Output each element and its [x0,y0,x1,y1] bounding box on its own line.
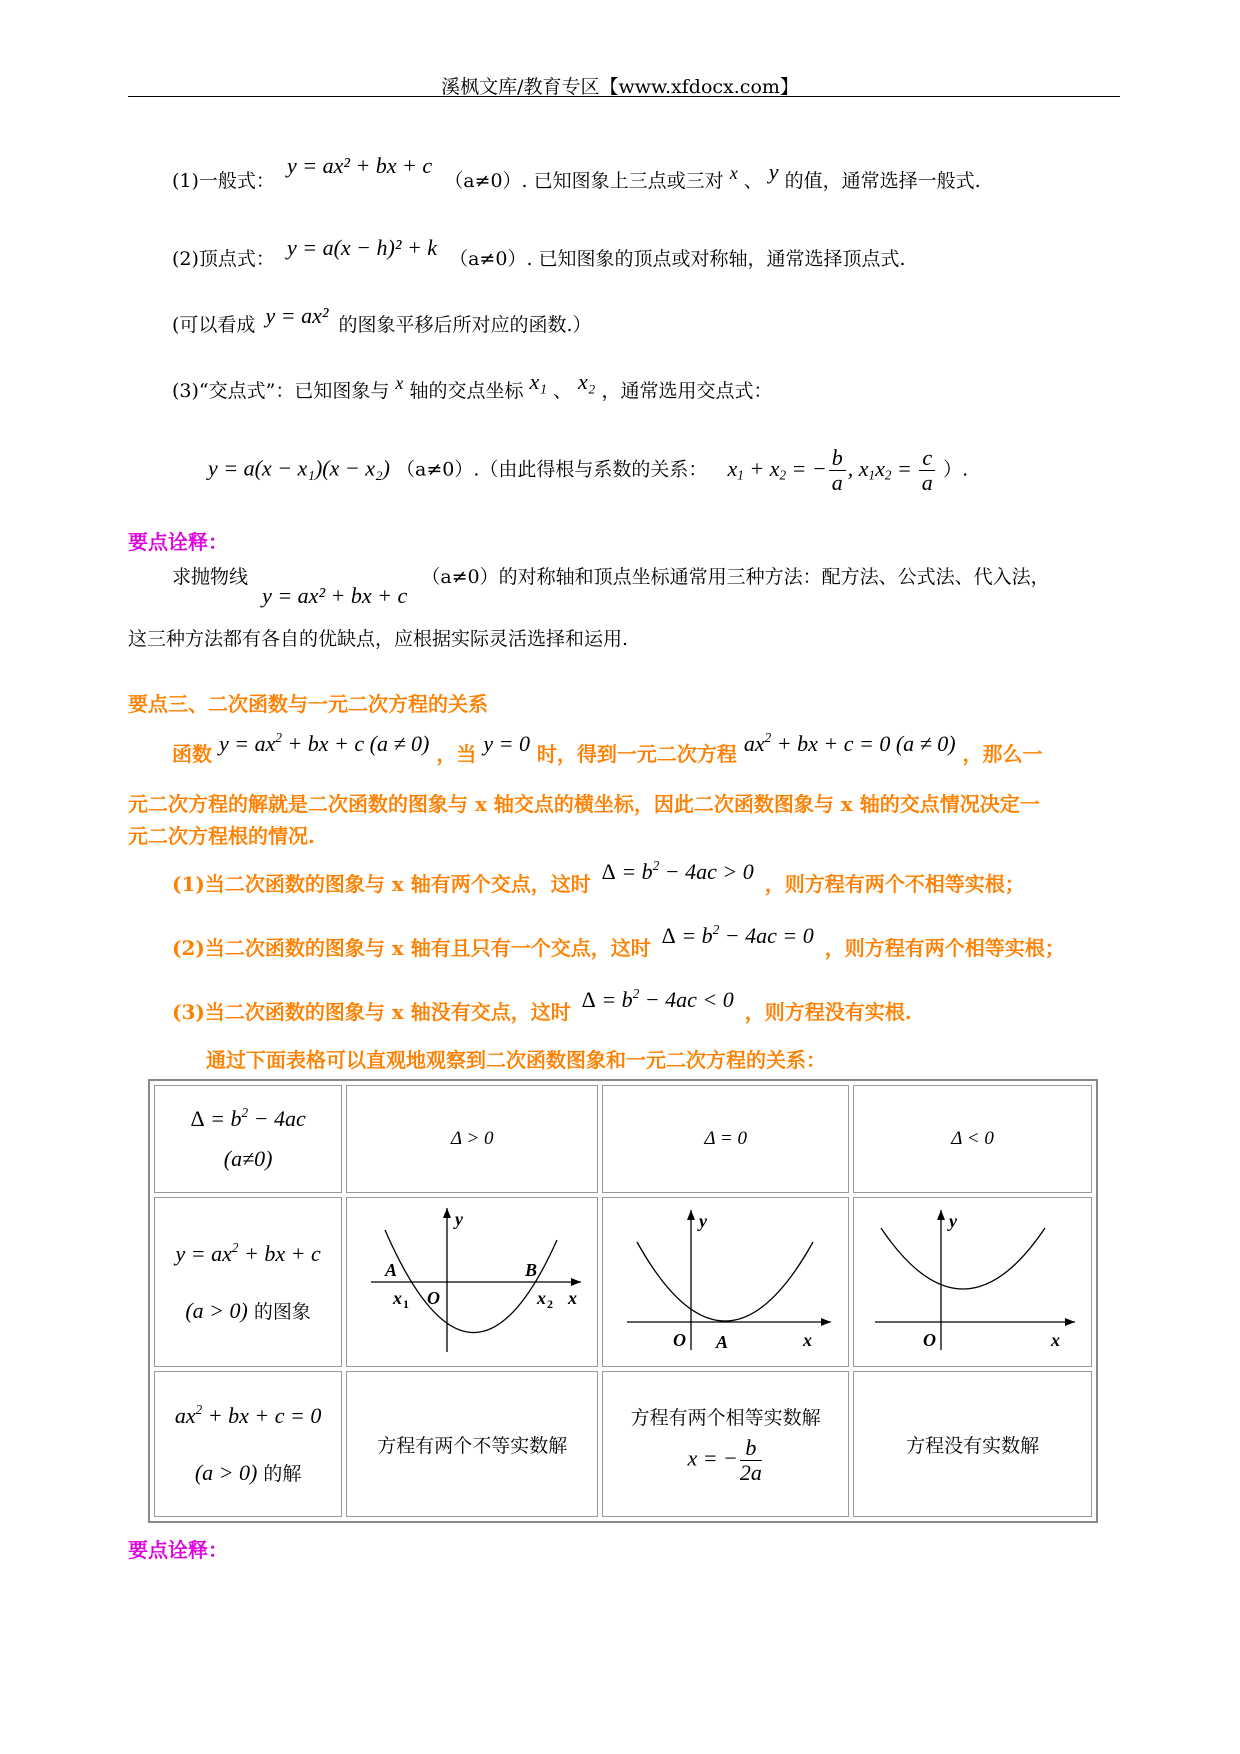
origin-label: O [922,1329,936,1350]
section3-p1 [172,729,1043,767]
y-axis-arrow [687,1210,695,1220]
x-axis-arrow [571,1278,581,1286]
section3-p1-a: 函数 [172,742,212,766]
graph-label-tail: 的图象 [253,1300,311,1323]
section3-p2: 元二次方程的解就是二次函数的图象与 x 轴交点的横坐标，因此二次函数图象与 x 轴的交点情况决定一 [128,792,1040,816]
header-delta-cond: (a≠0) [223,1146,273,1171]
note-title-2: 要点诠释： [128,1538,228,1562]
intercept-form-mid: 轴的交点坐标 [409,380,524,402]
intercept-form-x2: x₂ [578,369,596,394]
point-a-label: A [716,1331,729,1352]
note1-line1 [172,562,1050,608]
x1-sub: 1 [403,1296,410,1311]
solution-lt-cell: 方程没有实数解 [853,1371,1092,1517]
origin-label: O [673,1329,687,1350]
x2-label: x [537,1287,547,1308]
header-gt-cell: Δ > 0 [346,1085,598,1193]
case2-b: ，则方程有两个相等实根； [824,936,1065,960]
vertex-note-line [172,303,592,337]
intercept-form-label: (3)“交点式”：已知图象与 [172,380,390,402]
table-intro: 通过下面表格可以直观地观察到二次函数图象和一元二次方程的关系： [206,1048,826,1072]
parabola [881,1228,1045,1289]
y-axis-arrow [937,1210,945,1220]
y-label: y [948,1210,957,1231]
vertex-form-cond: （a≠0）. 已知图象的顶点或对称轴，通常选择顶点式. [449,248,906,270]
header-rule [128,96,1120,97]
section3-p3: 元二次方程根的情况. [128,824,315,848]
graph-lt-cell [853,1197,1092,1367]
graph-label-bottom [156,1297,340,1324]
header-delta-cell [154,1085,342,1193]
section3-title: 要点三、二次函数与一元二次方程的关系 [128,692,488,716]
graph-two-roots [357,1200,587,1360]
vieta-sum: $x_1 + x_2$ = − $\frac{b}{a}$ , $x_1x_2$ = $\frac{c}{a}$ [727,456,937,481]
case2-formula: $\Delta = b^2 - 4ac = 0$ [661,921,814,948]
graph-eq-cell [602,1197,849,1367]
section3-eq-formula: $ax^2$ + bx + c = 0 (a ≠ 0) [743,729,956,756]
relation-table [148,1079,1098,1523]
section3-p1-c: 时，得到一元二次方程 [536,742,737,766]
general-form-label: (1)一般式： [172,170,275,192]
page-header: 溪枫文库/教育专区【www.xfdocx.com】 [441,76,799,98]
intercept-form-x1: x₁ [529,369,547,394]
solution-label-tail: 的解 [263,1462,302,1485]
general-form-x: x [729,163,738,183]
point-b-label: B [525,1259,538,1280]
x-axis-arrow [821,1318,831,1326]
note-title-1: 要点诠释： [128,530,228,554]
general-form-formula: y = ax² + bx + c [286,153,433,178]
solution-label-cell [154,1371,342,1517]
solution-eq-text: 方程有两个相等实数解 [630,1406,821,1429]
graph-one-root [613,1200,838,1360]
intercept-formula-cond: （a≠0）.（由此得根与系数的关系： [396,458,708,481]
case1-b: ，则方程有两个不相等实根； [764,872,1025,896]
intercept-form-x: x [395,373,404,393]
x-label: x [568,1287,578,1308]
point-a-label: A [385,1259,398,1280]
case2-line [172,921,1065,961]
note1-line1-pre: 求抛物线 [172,566,249,588]
general-form-line [172,153,981,193]
case3-formula: $\Delta = b^2 - 4ac < 0$ [581,985,734,1012]
general-form-y: y [768,159,779,184]
graph-label-cell [154,1197,342,1367]
header-lt-cell: Δ < 0 [853,1085,1092,1193]
note1-line1-formula: y = ax² + bx + c [262,583,408,608]
header-delta-formula: $\Delta = b^2 - 4ac$ [190,1104,306,1131]
general-form-tail: 的值，通常选择一般式. [784,170,981,192]
vertex-form-line [172,235,906,271]
case1-line [172,857,1025,897]
intercept-formula: y = a(x − x₁)(x − x₂) [208,455,390,481]
graph-gt-cell [346,1197,598,1367]
vertex-note-post: 的图象平移后所对应的函数.） [338,314,592,336]
note1-line1-post: （a≠0）的对称轴和顶点坐标通常用三种方法：配方法、公式法、代入法， [421,566,1050,588]
solution-gt-cell: 方程有两个不等实数解 [346,1371,598,1517]
graph-no-root [863,1200,1083,1360]
origin-label: O [427,1287,441,1308]
graph-label-cond: (a > 0) [185,1297,248,1323]
parabola [385,1230,557,1333]
graph-label-formula: $y = ax^2$ + bx + c [175,1239,321,1266]
case3-b: ，则方程没有实根. [744,1000,912,1024]
intercept-formula-line [208,446,968,495]
y-label: y [455,1208,464,1229]
note1-line2: 这三种方法都有各自的优缺点，应根据实际灵活选择和运用. [128,628,629,650]
x-label: x [803,1329,813,1350]
case1-a: (1)当二次函数的图象与 x 轴有两个交点，这时 [172,872,591,896]
case3-line [172,985,912,1025]
x1-label: x [393,1287,403,1308]
x-label: x [1050,1329,1060,1350]
vertex-note-formula: y = ax² [265,303,329,328]
section3-y0-formula: y = 0 [483,731,530,756]
section3-func-formula: $y = ax^2$ + bx + c (a ≠ 0) [218,729,430,756]
x-axis-arrow [1065,1318,1075,1326]
section3-p1-d: ，那么一 [962,742,1043,766]
section3-p1-b: ，当 [436,742,477,766]
vertex-note-pre: (可以看成 [172,314,256,336]
intercept-form-sep: 、 [552,380,572,402]
intercept-form-tail: ，通常选用交点式： [601,380,773,402]
x2-sub: 2 [547,1296,554,1311]
parabola [637,1242,813,1321]
solution-eq-cell [602,1371,849,1517]
y-label: y [699,1210,708,1231]
solution-label-formula: $ax^2$ + bx + c = 0 [174,1401,322,1428]
case2-a: (2)当二次函数的图象与 x 轴有且只有一个交点，这时 [172,936,651,960]
solution-label-bottom [156,1459,340,1486]
vertex-form-formula: y = a(x − h)² + k [286,235,438,260]
intercept-formula-end: ）. [943,458,969,481]
intercept-form-line [172,369,773,403]
solution-label-cond: (a > 0) [194,1459,258,1485]
y-axis-arrow [443,1208,451,1218]
case3-a: (3)当二次函数的图象与 x 轴没有交点，这时 [172,1000,571,1024]
general-form-cond: （a≠0）. 已知图象上三点或三对 [444,170,724,192]
solution-eq-formula: x = − $\frac{b}{2a}$ [687,1434,762,1485]
vertex-form-label: (2)顶点式： [172,248,275,270]
case1-formula: $\Delta = b^2 - 4ac > 0$ [601,857,754,884]
general-form-sep: 、 [743,170,763,192]
header-eq-cell: Δ = 0 [602,1085,849,1193]
